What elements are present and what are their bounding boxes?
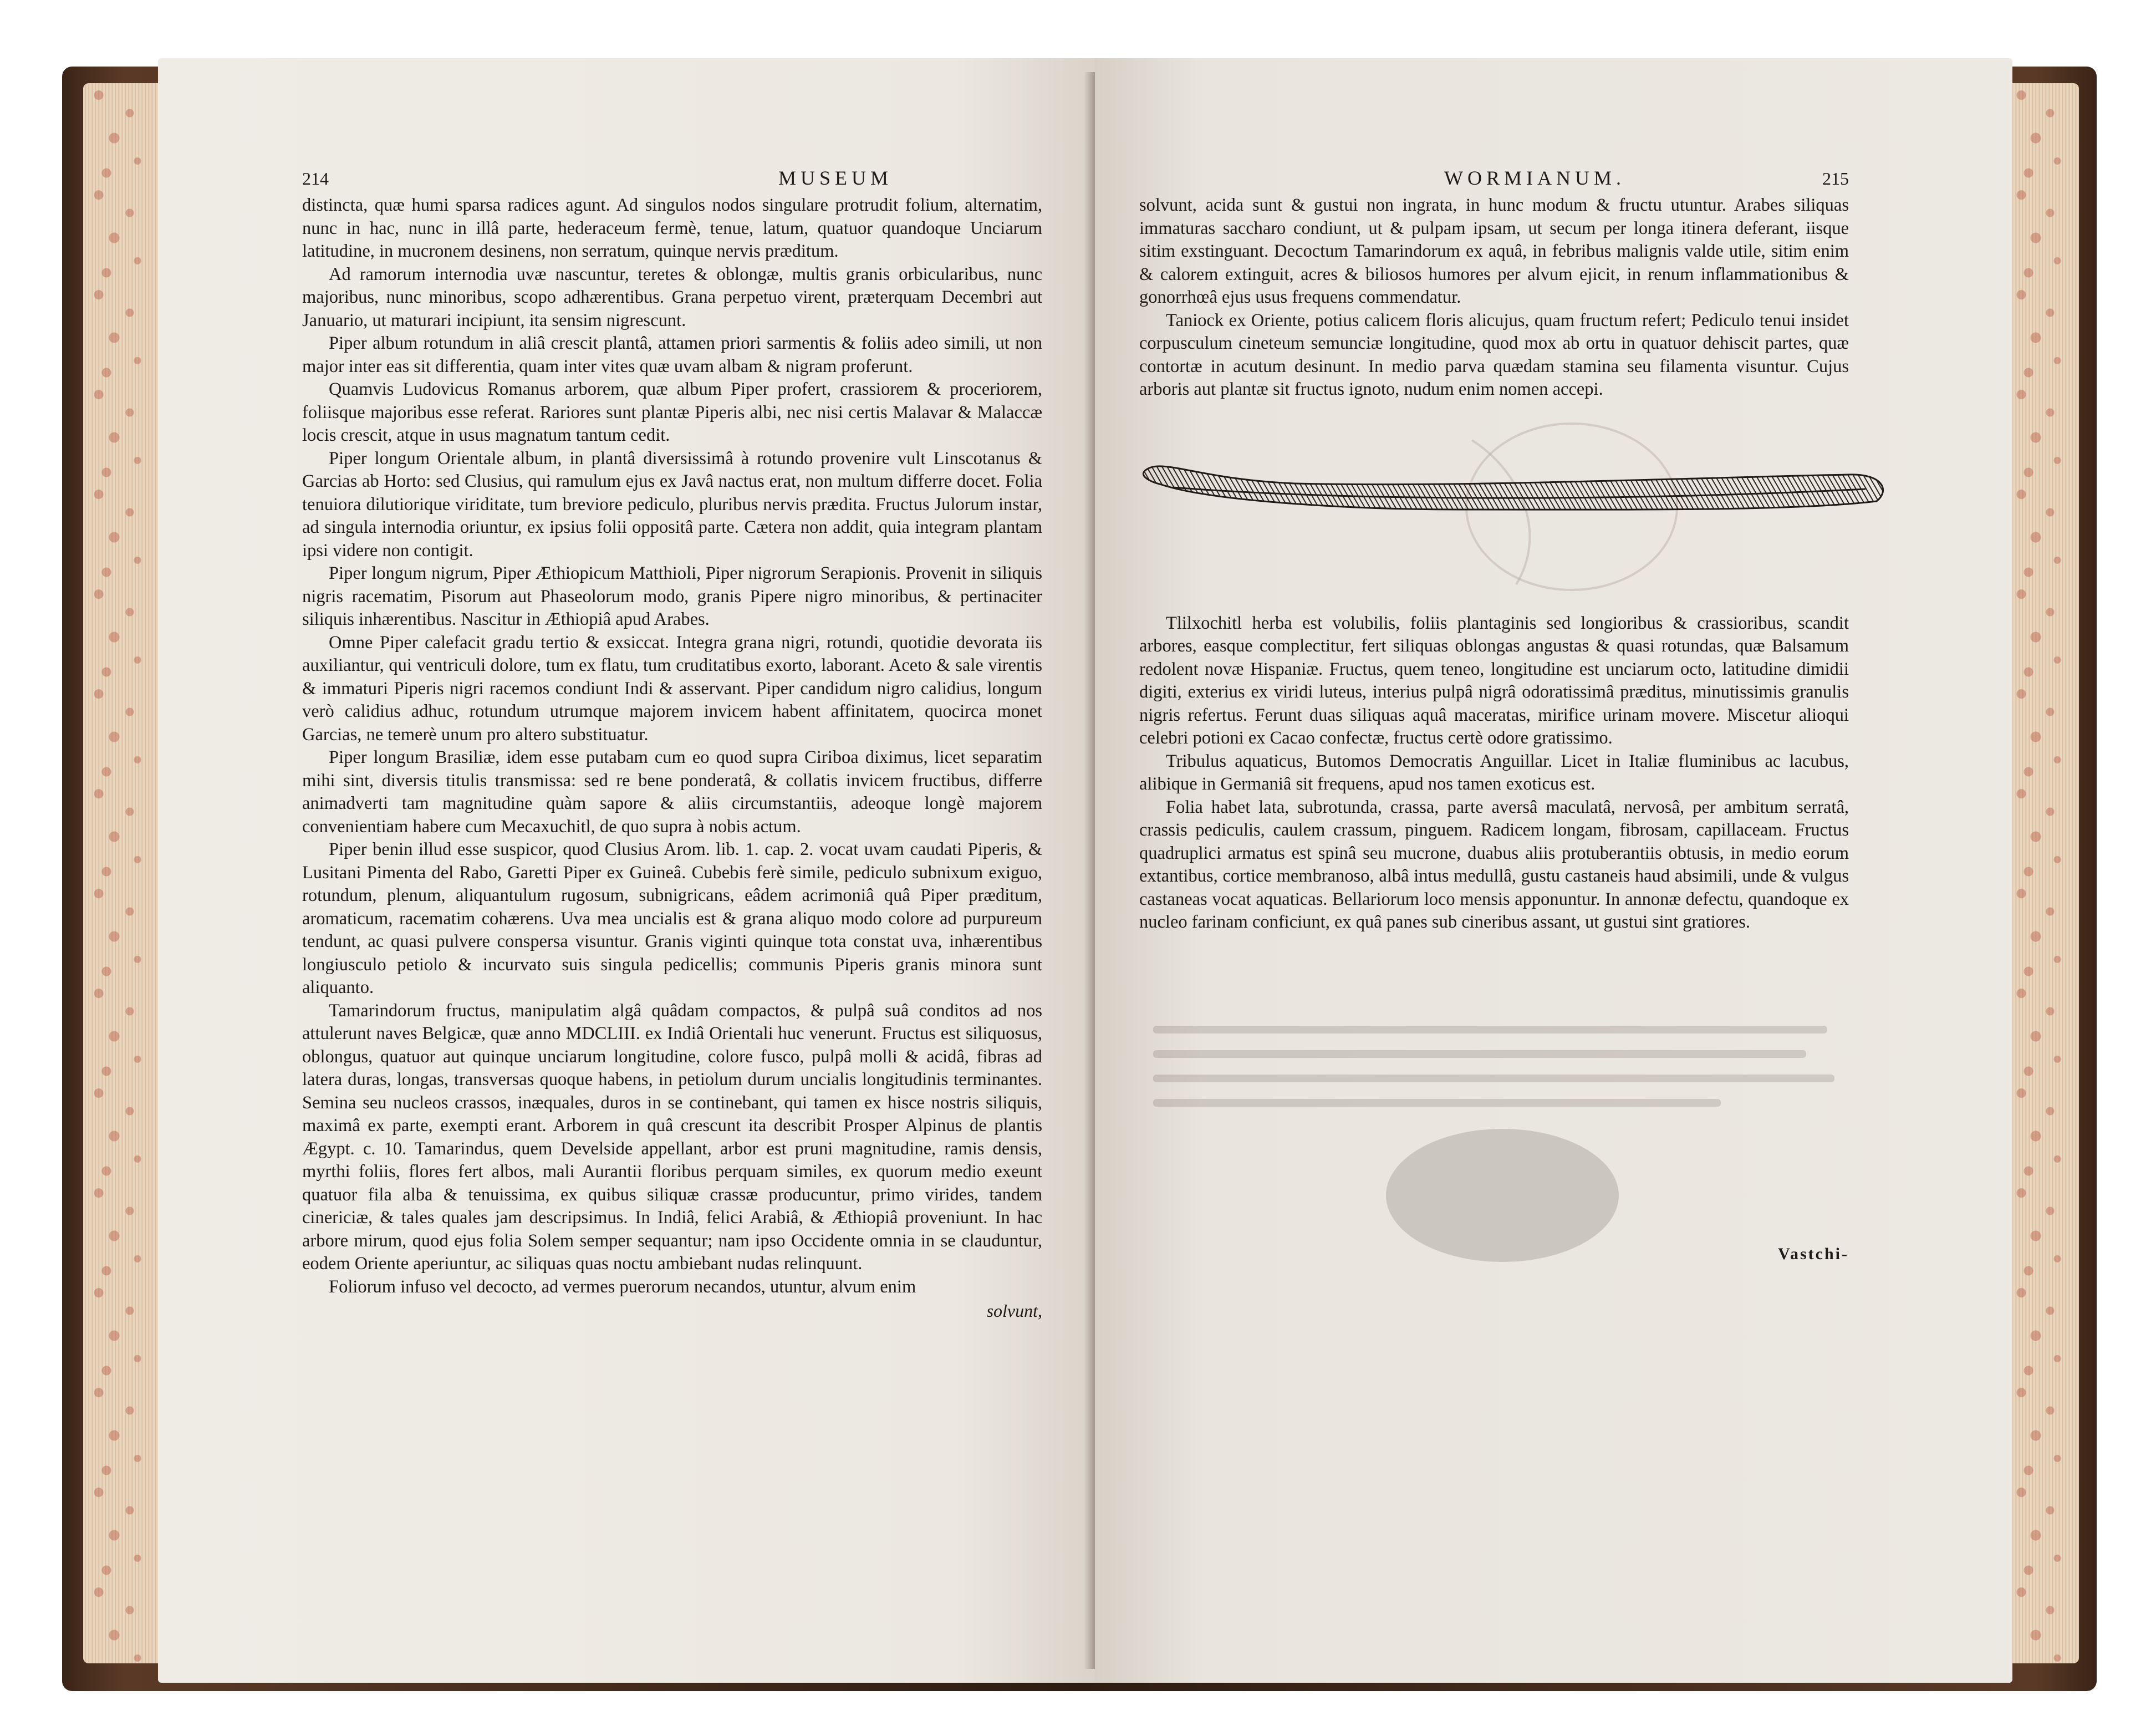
paragraph: Piper benin illud esse suspicor, quod Clusius Arom. lib. 1. cap. 2. vocat uvam caudati Piperis, & Lusitani Pimenta del Rabo, Garetti Piper ex Guineâ. Cubebis ferè simile, pediculo subnixum exiguo, rotundum, plenum, aliquantulum rugosum, subnigricans, eâdem acrimoniâ quâ Piper præditum, aromaticum, racematim cohærens. Uva mea uncialis est & grana aliquo modo colore ad purpureum tendunt, ac quasi pulvere conspersa visuntur. Granis viginti quinque tota constat uva, inhærentibus longiusculo petiolo & incurvato suis singula pedicellis; communis Piperis granis minora sunt aliquanto. bbox=[302, 839, 1042, 997]
left-page-text bbox=[302, 194, 1042, 1299]
left-page-edges bbox=[83, 83, 161, 1663]
left-page-number: 214 bbox=[302, 169, 329, 189]
paragraph: Omne Piper calefacit gradu tertio & exsiccat. Integra grana nigri, rotundi, quotidie devorata iis auxiliantur, qui ventriculi dolore, tum ex flatu, tum cruditatibus exorto, laborant. Aceto & sale virentis & immaturi Piperis nigri racemos condiunt Indi & asservant. Piper candidum nigro calidius, longum verò calidius adhuc, rotundum utrumque majorem invicem habent affinitatem, quocirca monet Garcias, ne temerè unum pro altero substituatur. bbox=[302, 632, 1042, 745]
paragraph: Piper longum Orientale album, in plantâ diversissimâ à rotundo provenire vult Linscotanus & Garcias ab Horto: sed Clusius, qui ramulum ejus ex Javâ nactus erat, non multum differre docet. Folia tenuiora dilutiorique viriditate, tum breviore pediculo, pluribus nervis prædita. Fructus Julorum instar, ad singula internodia oriuntur, ex ipsius folii oppositâ parte. Cætera non addit, quia integram plantam ipsi videre non contigit. bbox=[302, 448, 1042, 561]
right-running-title: WORMIANUM. bbox=[1444, 167, 1625, 189]
paragraph: Quamvis Ludovicus Romanus arborem, quæ album Piper profert, crassiorem & proceriorem, foliisque majoribus esse referat. Rariores sunt plantæ Piperis albi, nec nisi certis Malavar & Malaccæ locis crescit, atque in usus magnatum tantum cedit. bbox=[302, 379, 1042, 445]
paragraph: Tamarindorum fructus, manipulatim algâ quâdam compactos, & pulpâ suâ conditos ad nos attulerunt naves Belgicæ, quæ anno MDCLIII. ex Indiâ Orientali huc venerunt. Fructus est siliquosus, oblongus, quatuor aut quinque unciarum longitudine, colore fusco, pulpâ molli & acidâ, fibras ad latera duras, longas, transversas quoque habens, in petiolum durum uncialis longitudinis terminantes. Semina seu nucleos crassos, inæquales, duros in se continebant, qui tamen ex hisce nostris siliquis, maximâ ex parte, exempti erant. Arborem in quâ crescunt ita describit Prosper Alpinus de plantis Ægypt. c. 10. Tamarindus, quem Develside appellant, arbor est pruni magnitudine, ramis densis, myrthi foliis, flores fert albos, mali Aurantii floribus perquam similes, ex quorum medio exeunt quatuor fila alba & tenuissima, ex quibus siliquæ crassæ producuntur, primo virides, tandem cinericiæ, & tales quales jam descripsimus. In Indiâ, felici Arabiâ, & Æthiopiâ proveniunt. In hac arbore mirum, quod ejus folia Solem semper sequantur; nam ipso Occidente omnia in se clauduntur, eodem Oriente aperiuntur, ac siliquas quas noctu ambiebant nudas relinquunt. bbox=[302, 1000, 1042, 1274]
paragraph: Foliorum infuso vel decocto, ad vermes puerorum necandos, utuntur, alvum enim bbox=[329, 1276, 916, 1297]
paragraph: Ad ramorum internodia uvæ nascuntur, teretes & oblongæ, multis granis orbicularibus, nunc majoribus, nunc minoribus, scopo adhærentibus. Grana perpetuo virent, præterquam Decembri aut Januario, ut maturari incipiunt, ita sensim nigrescunt. bbox=[302, 264, 1042, 330]
vanilla-pod-engraving bbox=[1128, 418, 1904, 601]
right-page bbox=[1095, 58, 2012, 1683]
right-page-number: 215 bbox=[1822, 169, 1849, 189]
paragraph: Tlilxochitl herba est volubilis, foliis plantaginis sed longioribus & crassioribus, scandit arbores, easque complectitur, fert siliquas oblongas angustas & quasi rotundas, quæ Balsamum redolent novæ Hispaniæ. Fructus, quem teneo, longitudine est unciarum octo, latitudine dimidii digiti, exterius ex viridi luteus, interius pulpâ nigrâ odoratissimâ præditus, minutissimis granulis nigris refertus. Ferunt duas siliquas aquâ maceratas, mirifice urinam movere. Miscetur alioqui celebri potioni ex Cacao confectæ, fructus certè odore gratissimo. bbox=[1139, 613, 1849, 748]
paragraph: solvunt, acida sunt & gustui non ingrata, in hunc modum & fructu utuntur. Arabes siliquas immaturas saccharo condiunt, ut & pulpam ipsam, ut secum per longa itinera deferant, iisque sitim exstinguant. Decoctum Tamarindorum ex aquâ, in febribus malignis valde utile, sitim enim & calorem extinguit, acres & biliosos humores per alvum ejicit, in renum inflammationibus & gonorrhœâ ejus usus frequens commendatur. bbox=[1139, 195, 1849, 307]
right-page-edges bbox=[2007, 83, 2079, 1663]
paragraph: Piper album rotundum in aliâ crescit plantâ, attamen priori sarmentis & foliis adeo simili, ut non major inter eas sit differentia, quam inter vites quæ uvam albam & nigram proferunt. bbox=[302, 333, 1042, 376]
right-page-text-top bbox=[1139, 194, 1849, 401]
left-catchword: solvunt, bbox=[986, 1301, 1042, 1321]
paragraph: Piper longum Brasiliæ, idem esse putabam cum eo quod supra Ciriboa diximus, licet separatim mihi sint, diversis titulis transmissa: sed re bene ponderatâ, & collatis invicem fructibus, differre animadverti tam magnitudine quàm sapore & aliis circumstantiis, adeoque longè majorem convenientiam habere cum Mecaxuchitl, de quo supra à nobis actum. bbox=[302, 747, 1042, 837]
left-page-header bbox=[302, 166, 1042, 190]
right-page-header bbox=[1139, 166, 1849, 190]
left-page bbox=[158, 58, 1095, 1683]
paragraph: Folia habet lata, subrotunda, crassa, parte aversâ maculatâ, nervosâ, per ambitum serratâ, crassis pediculis, caulem crassum, pinguem. Radicem longam, fibrosam, capillaceam. Fructus quadruplici armatus est spinâ seu mucrone, duabus aliis protuberantiis obtusis, in medio eorum extantibus, cortice membranoso, albâ intus medullâ, gustu castaneis haud absimili, unde & vulgus castaneas vocat aquaticas. Bellariorum loco mensis apponuntur. In annonæ defectu, quandoque ex nucleo farinam conficiunt, ex quâ panes sub cineribus assant, ut gustui sint gratiores. bbox=[1139, 797, 1849, 932]
reverse-bleedthrough bbox=[1153, 1026, 1863, 1336]
paragraph: Piper longum nigrum, Piper Æthiopicum Matthioli, Piper nigrorum Serapionis. Provenit in siliquis nigris racematim, Pisorum aut Phaseolorum modo, granis Pipere nigro minoribus, & pertinaciter siliquis inhærentibus. Nascitur in Æthiopiâ apud Arabes. bbox=[302, 563, 1042, 629]
paragraph: Tribulus aquaticus, Butomos Democratis Anguillar. Licet in Italiæ fluminibus ac lacubus, alibique in Germaniâ sit frequens, apud nos tamen exoticus est. bbox=[1139, 751, 1849, 794]
left-running-title: MUSEUM bbox=[778, 167, 893, 189]
vanilla-pod-illustration bbox=[1128, 418, 1849, 601]
paragraph: distincta, quæ humi sparsa radices agunt. Ad singulos nodos singulare protrudit folium, alternatim, nunc in hac, nunc in illâ parte, hederaceum fermè, tenue, latum, quatuor quandoque Unciarum latitudine, in mucronem desinens, non serratum, quinque nervis præditum. bbox=[302, 195, 1042, 261]
right-catchword: Vastchi- bbox=[1778, 1244, 1849, 1263]
paragraph: Taniock ex Oriente, potius calicem floris alicujus, quam fructum refert; Pediculo tenui insidet corpusculum cineteum semunciæ longitudine, quod mox ab ortu in quatuor dehiscit partes, quæ contortæ in acutum desinunt. In medio parva quædam stamina seu filamenta visuntur. Cujus arboris aut plantæ sit fructus ignoto, nudum enim nomen accepi. bbox=[1139, 310, 1849, 399]
right-page-text-bottom bbox=[1139, 612, 1849, 934]
